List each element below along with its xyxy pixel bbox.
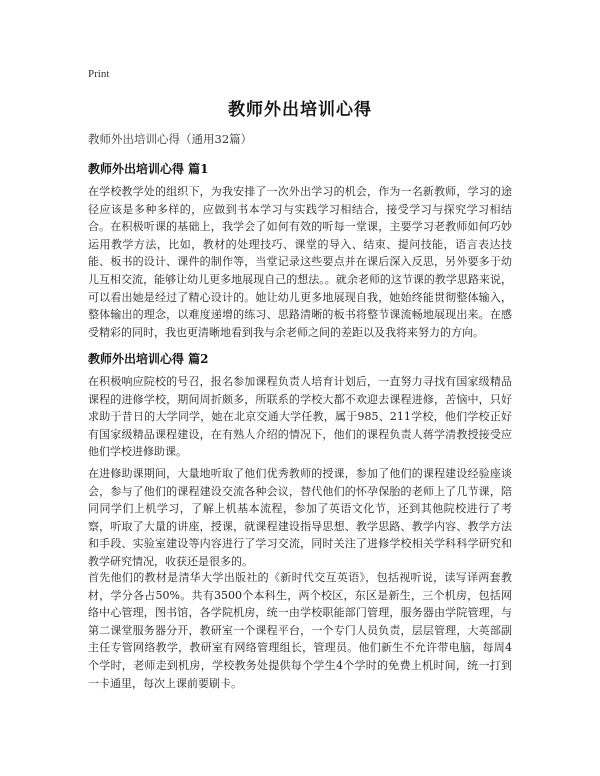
section-heading-1: 教师外出培训心得 篇1 xyxy=(88,162,209,176)
section-2-paragraph-1: 在积极响应院校的号召，报名参加课程负责人培育计划后，一直努力寻找有国家级精品课程的进修学校，期间周折颇多，所联系的学校大都不欢迎去课程进修，苦恼中，只好求助于昔日的大学同学，她在北京交通大学任教，属于985、211学校，他们学校正好有国家级精品课程建设，在有熟人介绍的情况下，他们的课程负责人蒋学清教授接受应他们学校进修助课。 xyxy=(88,375,512,459)
print-link[interactable]: Print xyxy=(88,68,110,80)
section-2-paragraph-2: 在进修助课期间，大量地听取了他们优秀教师的授课，参加了他们的课程建设经验座谈会，参与了他们的课程建设交流各种会议，替代他们的怀孕保胎的老师上了几节课，陪同同学们上机学习，了解上机基本流程，参加了英语文化节，还到其他院校进行了考察，听取了大量的讲座，授课，就课程建设指导思想、教学思路、教学内容、教学方法和手段、实验室建设等内容进行了学习交流，同时关注了进修学校相关学科科学研究和教学研究情况，收获还是很多的。 xyxy=(88,467,512,568)
section-heading-2: 教师外出培训心得 篇2 xyxy=(88,352,209,366)
section-2-paragraph-3: 首先他们的教材是清华大学出版社的《新时代交互英语》，包括视听说，读写译两套教材，学分各占50%。共有3500个本科生，两个校区，东区是新生，三个机房，包括网络中心管理，图书馆，各学院机房，统一由学校职能部门管理，服务器由学院管理，与第二课堂服务器分开，教研室一个课程平台，一个专门人员负责，层层管理，大英部副主任专管网络教学，教研室有网络管理组长，管理员。他们新生不允许带电脑，每周4个学时，老师走到机房，学校教务处提供每个学生4个学时的免费上机时间，统一打到一卡通里，每次上课前要刷卡。 xyxy=(88,571,512,690)
page-title: 教师外出培训心得 xyxy=(228,100,372,120)
document-subtitle: 教师外出培训心得（通用32篇） xyxy=(88,132,253,146)
section-1-paragraph-1: 在学校教学处的组织下，为我安排了一次外出学习的机会，作为一名新教师，学习的途径应该是多种多样的，应做到书本学习与实践学习相结合，接受学习与探究学习相结合。在积极听课的基础上，我学会了如何有效的听每一堂课，主要学习老教师如何巧妙运用教学方法，比如，教材的处理技巧、课堂的导入、结束、提问技能，语言表达技能、板书的设计、课件的制作等，当堂记录这些要点并在课后深入反思，另外要多于幼儿互相交流，能够让幼儿更多地展现自己的想法。。就余老师的这节课的教学思路来说，可以看出她是经过了精心设计的。她让幼儿更多地展现自我，她始终能贯彻整体输入，整体输出的理念，以难度递增的练习、思路清晰的板书将整节课流畅地展现出来。在感受精彩的同时，我也更清晰地看到我与余老师之间的差距以及我将来努力的方向。 xyxy=(88,185,512,339)
